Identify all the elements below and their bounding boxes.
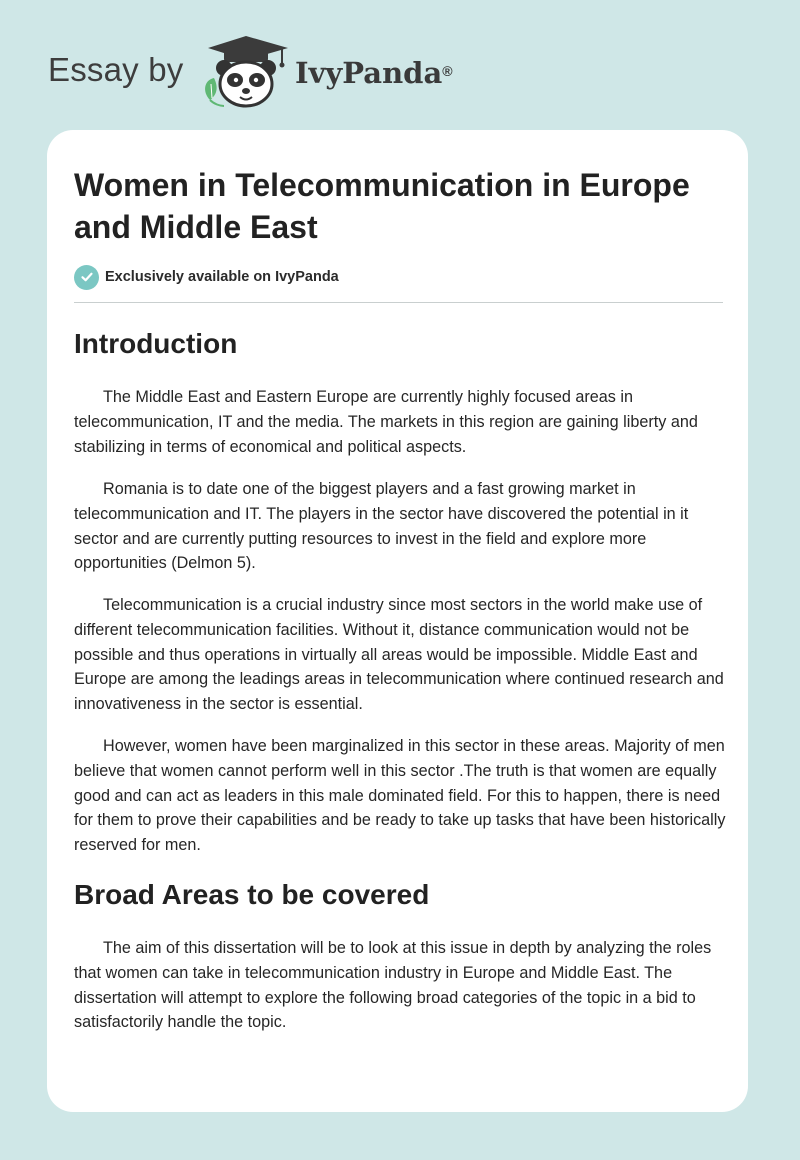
page-title: Women in Telecommunication in Europe and Middle East [74, 167, 690, 245]
section-heading-introduction: Introduction [74, 328, 238, 359]
divider [74, 302, 723, 303]
essay-card [47, 130, 748, 1112]
paragraph: The aim of this dissertation will be to look at this issue in depth by analyzing the roles that women can take in telecommunication industry in Europe and Middle East. The dissertation will attempt to explore the following broad categories of the topic in a bid to satisfactorily handle the topic. [74, 939, 712, 1032]
exclusive-label: Exclusively available on IvyPanda [105, 269, 339, 285]
exclusive-badge [74, 264, 339, 290]
paragraph: The Middle East and Eastern Europe are currently highly focused areas in telecommunication, IT and the media. The markets in this region are gaining liberty and stabilizing in terms of economical and political aspects. [74, 388, 698, 456]
site-header [0, 0, 800, 120]
essay-by-label: Essay by [48, 51, 184, 88]
registered-mark: ® [442, 63, 453, 79]
check-circle-icon [74, 265, 99, 290]
paragraph: Romania is to date one of the biggest players and a fast growing market in telecommunication and IT. The players in the sector have discovered the potential in it sector and are currently putting resources to invest in the field and explore more opportunities (Delmon 5). [74, 480, 689, 573]
ivypanda-logo[interactable] [198, 34, 294, 110]
paragraph: Telecommunication is a crucial industry since most sectors in the world make use of different telecommunication facilities. Without it, distance communication would not be possible and thus operations in virtually all areas would be impossible. Middle East and Europe are among the leadings areas in telecommunication where continued research and innovativeness in the sector is essential. [74, 596, 724, 714]
brand-name[interactable] [295, 55, 453, 91]
section-heading-broad-areas: Broad Areas to be covered [74, 879, 430, 910]
brand-label: IvyPanda [295, 56, 443, 90]
paragraph: However, women have been marginalized in this sector in these areas. Majority of men believe that women cannot perform well in this sector .The truth is that women are equally good and can act as leaders in this male dominated field. For this to happen, there is need for them to prove their capabilities and be ready to take up tasks that have been historically reserved for men. [74, 737, 726, 855]
panda-graduation-cap-logo-icon [198, 34, 294, 110]
